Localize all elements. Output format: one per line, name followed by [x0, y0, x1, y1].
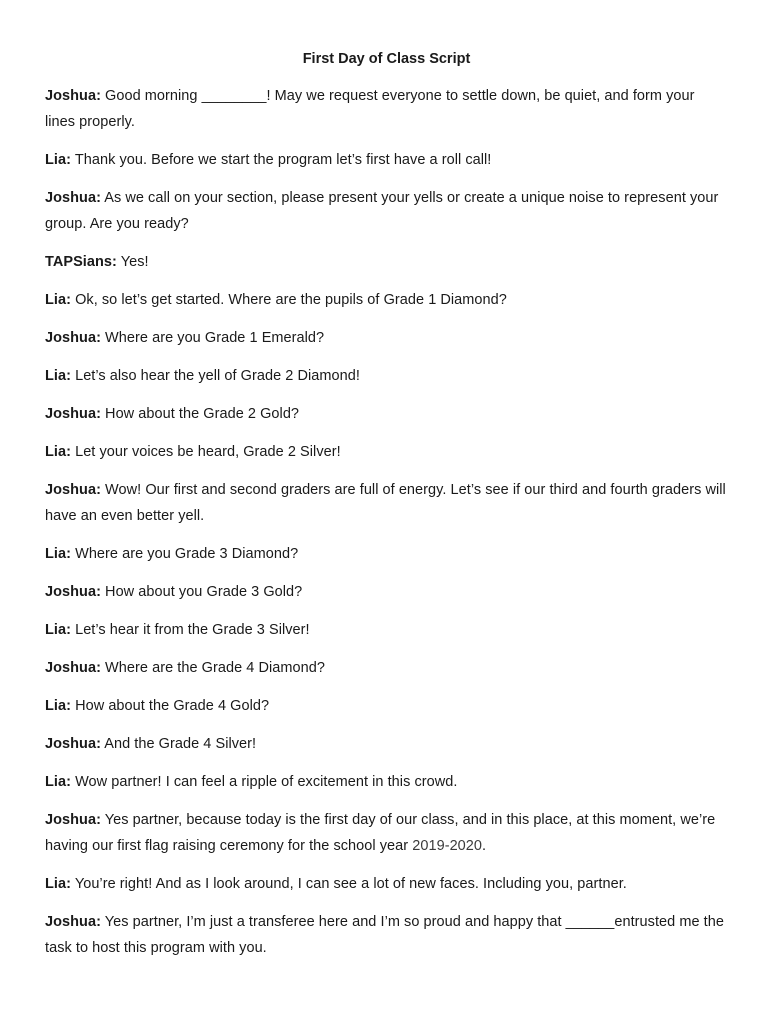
speaker-name: Joshua:: [45, 482, 101, 498]
line-text: Let your voices be heard, Grade 2 Silver!: [71, 444, 341, 460]
line-text: And the Grade 4 Silver!: [100, 736, 257, 752]
speaker-name: Lia:: [45, 546, 71, 562]
line-text: Where are the Grade 4 Diamond?: [100, 660, 325, 676]
speaker-name: Joshua:: [45, 914, 101, 930]
script-line: [45, 579, 728, 605]
line-text: Wow partner! I can feel a ripple of excitement in this crowd.: [71, 774, 458, 790]
line-text: You’re right! And as I look around, I can see a lot of new faces. Including you, partner.: [71, 876, 627, 892]
script-line: [45, 617, 728, 643]
script-line: [45, 693, 728, 719]
school-year: 2019-2020: [412, 838, 483, 854]
script-line: [45, 871, 728, 897]
script-line: [45, 769, 728, 795]
speaker-name: Joshua:: [45, 812, 101, 828]
script-line: [45, 287, 728, 313]
speaker-name: Lia:: [45, 774, 71, 790]
line-text: Let’s also hear the yell of Grade 2 Diamond!: [71, 368, 360, 384]
script-line: [45, 185, 728, 237]
script-line: [45, 147, 728, 173]
speaker-name: Joshua:: [45, 190, 101, 206]
line-text: Yes partner, because today is the first day of our class, and in this place, at this moment, we’re having our first flag raising ceremony for the school year: [45, 812, 716, 854]
line-text: How about the Grade 4 Gold?: [71, 698, 270, 714]
line-text: How about the Grade 2 Gold?: [100, 406, 300, 422]
script-line: [45, 83, 728, 135]
speaker-name: TAPSians:: [45, 254, 117, 270]
script-line: [45, 363, 728, 389]
speaker-name: Lia:: [45, 152, 71, 168]
speaker-name: Lia:: [45, 444, 71, 460]
speaker-name: Joshua:: [45, 406, 101, 422]
script-line: [45, 541, 728, 567]
line-text: Wow! Our first and second graders are full of energy. Let’s see if our third and fourth graders will have an even better yell.: [45, 482, 726, 524]
speaker-name: Joshua:: [45, 584, 101, 600]
script-line: [45, 439, 728, 465]
line-text: Where are you Grade 3 Diamond?: [71, 546, 299, 562]
script-line: [45, 655, 728, 681]
script-line: [45, 807, 728, 859]
speaker-name: Joshua:: [45, 660, 101, 676]
script-line: [45, 249, 728, 275]
speaker-name: Joshua:: [45, 88, 101, 104]
line-text: Yes partner, I’m just a transferee here and I’m so proud and happy that ______entrusted me the task to host this program with you.: [45, 914, 724, 956]
speaker-name: Lia:: [45, 368, 71, 384]
line-text: Where are you Grade 1 Emerald?: [100, 330, 325, 346]
line-text: Ok, so let’s get started. Where are the pupils of Grade 1 Diamond?: [71, 292, 507, 308]
speaker-name: Lia:: [45, 698, 71, 714]
line-text: As we call on your section, please present your yells or create a unique noise to represent your group. Are you ready?: [45, 190, 719, 232]
line-text: Yes!: [116, 254, 149, 270]
speaker-name: Lia:: [45, 876, 71, 892]
document-title: First Day of Class Script: [302, 51, 471, 67]
line-text: How about you Grade 3 Gold?: [100, 584, 303, 600]
speaker-name: Lia:: [45, 292, 71, 308]
script-line: [45, 477, 728, 529]
line-text-end: .: [482, 838, 487, 854]
line-text: Good morning ________! May we request everyone to settle down, be quiet, and form your lines properly.: [45, 88, 695, 130]
script-line: [45, 401, 728, 427]
line-text: Let’s hear it from the Grade 3 Silver!: [71, 622, 310, 638]
line-text: Thank you. Before we start the program let’s first have a roll call!: [71, 152, 492, 168]
script-line: [45, 731, 728, 757]
speaker-name: Joshua:: [45, 736, 101, 752]
script-line: [45, 909, 728, 961]
script-line: [45, 325, 728, 351]
speaker-name: Lia:: [45, 622, 71, 638]
speaker-name: Joshua:: [45, 330, 101, 346]
